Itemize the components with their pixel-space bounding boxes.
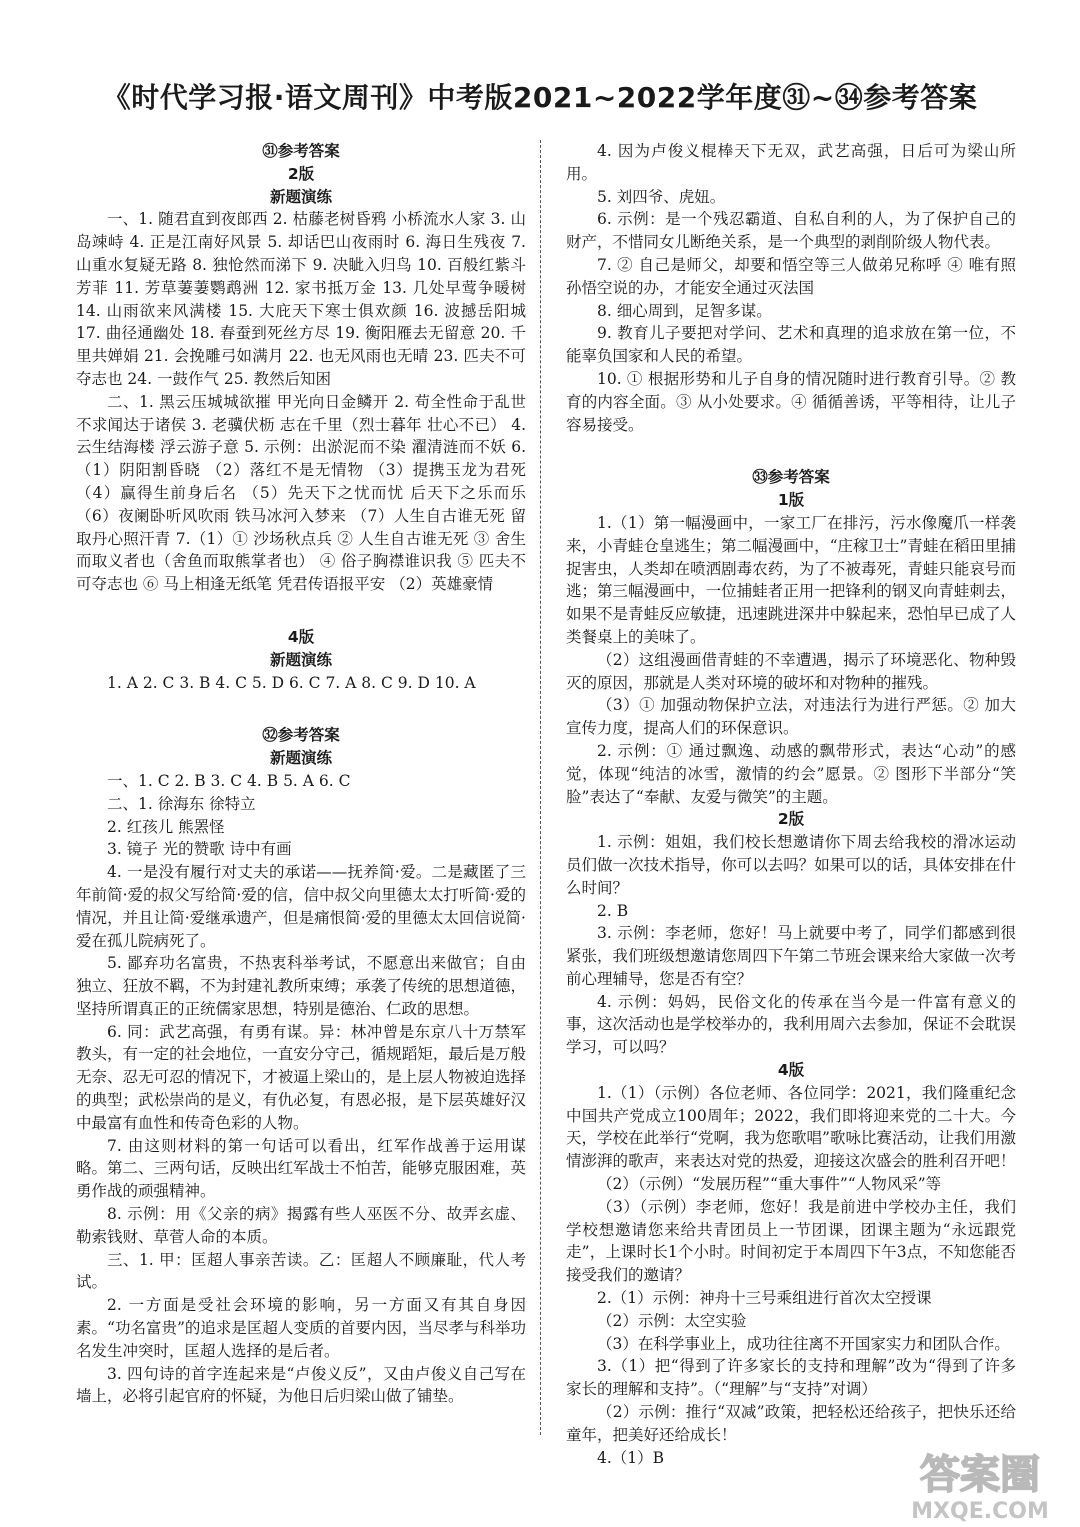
answer-paragraph: 7. ② 自己是师父，却要和悟空等三人做弟兄称呼 ④ 唯有照孙悟空说的办，才能安全通过灭法国 [566, 255, 1016, 297]
answer-paragraph: 二、1. 徐海东 徐特立 [107, 794, 256, 813]
answer-paragraph: 3. 四句诗的首字连起来是“卢俊义反”，又由卢俊义自己写在墙上，必将引起官府的怀疑，为他日后归梁山做了铺垫。 [76, 1364, 526, 1406]
answer-paragraph: 二、1. 黑云压城城欲摧 甲光向日金鳞开 2. 苟全性命于乱世 不求闻达于诸侯 3. 老骥伏枥 志在千里（烈士暮年 壮心不已） 4. 云生结海楼 浮云游子意 5. 示例：出淤泥而不染 濯清涟而不妖 6.（1）阴阳割昏晓 （2）落红不是无情物 （3）提携玉龙为君死 （4）赢得生前身后名 （5）先天下之忧而忧 后天下之乐而乐 （6）夜阑卧听风吹雨 铁马冰河入梦来 （7）人生自古谁无死 留取丹心照汗青 7.（1）① 沙场秋点兵 ② 人生自古谁无死 ③ 舍生而取义者也（舍鱼而取熊掌者也） ④ 俗子胸襟谁识我 ⑤ 匹夫不可夺志也 ⑥ 马上相逢无纸笔 凭君传语报平安 （2）英雄豪情 [76, 392, 526, 594]
answer-paragraph: 5. 刘四爷、虎妞。 [597, 187, 726, 206]
section-spacer [76, 596, 526, 626]
answer-paragraph: 7. 由这则材料的第一句话可以看出，红军作战善于运用谋略。第二、三两句话，反映出红军战士不怕苦，能够克服困难，英勇作战的顽强精神。 [76, 1136, 526, 1201]
answer-paragraph: 三、1. 甲：匡超人事亲苦读。乙：匡超人不顾廉耻，代人考试。 [76, 1250, 526, 1292]
section-heading: 1版 [777, 491, 805, 510]
answer-paragraph: 4.（1）B [597, 1448, 665, 1467]
answer-paragraph: 6. 示例：是一个残忍霸道、自私自利的人，为了保护自己的财产，不惜同女儿断绝关系，是一个典型的剥削阶级人物代表。 [566, 210, 1016, 252]
answer-paragraph: 8. 细心周到，足智多谋。 [597, 301, 772, 320]
answer-paragraph: 8. 示例：用《父亲的病》揭露有些人巫医不分、故弄玄虚、勒索钱财、草菅人命的本质。 [76, 1205, 526, 1246]
answer-paragraph: 4. 一是没有履行对丈夫的承诺——抚养简·爱。二是藏匿了三年前简·爱的叔父写给简·爱的信，信中叔父向里德太太打听简·爱的情况，并且让简·爱继承遗产，但是痛恨简·爱的里德太太回信说简·爱在孤儿院病死了。 [76, 863, 526, 950]
section-heading: 新题演练 [269, 187, 332, 206]
watermark-logo [890, 1440, 1070, 1524]
answer-paragraph: 1.（1）（示例）各位老师、各位同学：2021，我们隆重纪念中国共产党成立100周年；2022，我们即将迎来党的二十大。今天，学校在此举行“党啊，我为您歌唱”歌咏比赛活动，让我们用激情澎湃的歌声，来表达对党的热爱，迎接这次盛会的胜利召开吧！ [566, 1083, 1016, 1171]
page-title: 《时代学习报·语文周刊》中考版2021~2022学年度㉛~㉞参考答案 [102, 81, 978, 114]
right-column [566, 140, 1016, 1469]
section-heading: 新题演练 [269, 749, 332, 768]
answer-paragraph: 3. 镜子 光的赞歌 诗中有画 [107, 840, 292, 859]
section-heading: 4版 [777, 1061, 805, 1080]
answer-paragraph: 1. 示例：姐姐，我们校长想邀请你下周去给我校的滑冰运动员们做一次技术指导，你可以去吗？如果可以的话，具体安排在什么时间？ [566, 833, 1016, 897]
answer-paragraph: 2. 一方面是受社会环境的影响，另一方面又有其自身因素。“功名富贵”的追求是匡超人变质的首要内因，当尽孝与科举功名发生冲突时，匡超人选择的是后者。 [76, 1296, 526, 1360]
answer-paragraph: 2.（1）示例：神舟十三号乘组进行首次太空授课 [597, 1289, 932, 1308]
section-heading: ㉜参考答案 [262, 726, 340, 745]
answer-paragraph: 3. 示例：李老师，您好！马上就要中考了，同学们都感到很紧张，我们班级想邀请您周四下午第二节班会课来给大家做一次考前心理辅导，您是否有空？ [566, 924, 1016, 988]
answer-paragraph: （3）① 加强动物保护立法，对违法行为进行严惩。② 加大宣传力度，提高人们的环保意识。 [566, 696, 1016, 738]
answer-paragraph: 2. 红孩儿 熊罴怪 [107, 817, 225, 836]
answer-paragraph: 4. 示例：妈妈，民俗文化的传承在当今是一件富有意义的事，这次活动也是学校举办的，我利用周六去参加，保证不会耽误学习，可以吗？ [566, 992, 1016, 1057]
answer-paragraph: 5. 鄙弃功名富贵，不热衷科举考试，不愿意出来做官；自由独立、狂放不羁，不为封建礼教所束缚；承袭了传统的思想道德，坚持所谓真正的正统儒家思想，特别是德治、仁政的思想。 [76, 954, 526, 1018]
answer-paragraph: （2）（示例）“发展历程”“重大事件”“人物风采”等 [597, 1175, 942, 1194]
section-heading: ㉛参考答案 [262, 142, 340, 160]
watermark-site-text: MXQE.COM [911, 1499, 1049, 1524]
section-spacer [566, 436, 1016, 466]
section-heading: 2版 [777, 810, 805, 829]
answer-paragraph: 6. 同：武艺高强，有勇有谋。异：林冲曾是东京八十万禁军教头，有一定的社会地位，一直安分守己，循规蹈矩，最后是万般无奈、忍无可忍的情况下，才被逼上梁山的，是上层人物被迫选择的典型；武松崇尚的是义，有仇必复，有恩必报，是下层英雄好汉中最富有血性和传奇色彩的人物。 [76, 1022, 526, 1132]
section-spacer [76, 694, 526, 724]
answer-paragraph: 1. A 2. C 3. B 4. C 5. D 6. C 7. A 8. C 9. D 10. A [107, 673, 476, 692]
section-heading: ㉝参考答案 [752, 468, 830, 487]
answer-paragraph: 一、1. C 2. B 3. C 4. B 5. A 6. C [107, 771, 351, 790]
answer-paragraph: （2）这组漫画借青蛙的不幸遭遇，揭示了环境恶化、物种毁灭的原因，那就是人类对环境的破坏和对物种的摧残。 [566, 650, 1016, 692]
answer-paragraph: 9. 教育儿子要把对学问、艺术和真理的追求放在第一位，不能辜负国家和人民的希望。 [566, 324, 1016, 366]
answer-paragraph: 4. 因为卢俊义棍棒天下无双，武艺高强，日后可为梁山所用。 [566, 142, 1016, 183]
left-column [76, 140, 526, 1408]
answer-paragraph: （3）在科学事业上，成功往往离不开国家实力和团队合作。 [597, 1334, 1010, 1353]
answer-paragraph: 10. ① 根据形势和儿子自身的情况随时进行教育引导。② 教育的内容全面。③ 从小处要求。④ 循循善诱，平等相待，让儿子容易接受。 [566, 369, 1016, 434]
answer-paragraph: 3.（1）把“得到了许多家长的支持和理解”改为“得到了许多家长的理解和支持”。（“理解”与“支持”对调） [566, 1357, 1016, 1399]
watermark-brand-text: 答案圈 [920, 1452, 1040, 1498]
answer-paragraph: 2. 示例：① 通过飘逸、动感的飘带形式，表达“心动”的感觉，体现“纯洁的冰雪，激情的约会”愿景。② 图形下半部分“笑脸”表达了“奉献、友爱与微笑”的主题。 [566, 741, 1016, 806]
section-heading: 新题演练 [269, 650, 332, 669]
column-divider [540, 140, 541, 1435]
answer-paragraph: （2）示例：推行“双减”政策，把轻松还给孩子，把快乐还给童年，把美好还给成长！ [566, 1403, 1016, 1444]
answer-paragraph: 2. B [597, 901, 629, 920]
answer-paragraph: （2）示例：太空实验 [597, 1311, 747, 1330]
answer-paragraph: 1.（1）第一幅漫画中，一家工厂在排污，污水像魔爪一样袭来，小青蛙仓皇逃生；第二幅漫画中，“庄稼卫士”青蛙在稻田里捕捉害虫，人类却在喷洒剧毒农药，为了不被毒死，青蛙只能哀号而逃；第三幅漫画中，一位捕蛙者正用一把锋利的钢叉向青蛙刺去，如果不是青蛙反应敏捷，迅速跳进深井中躲起来，恐怕早已成了人类餐桌上的美味了。 [566, 513, 1016, 646]
section-heading: 4版 [287, 627, 315, 646]
answer-paragraph: （3）（示例）李老师，您好！我是前进中学校办主任，我们学校想邀请您来给共青团员上一节团课，团课主题为“永远跟党走”，上课时长1个小时。时间初定于本周四下午3点，不知您能否接受我们的邀请？ [566, 1197, 1016, 1285]
section-heading: 2版 [287, 164, 315, 183]
answer-paragraph: 一、1. 随君直到夜郎西 2. 枯藤老树昏鸦 小桥流水人家 3. 山岛竦峙 4. 正是江南好风景 5. 却话巴山夜雨时 6. 海日生残夜 7. 山重水复疑无路 8. 独怆然而涕下 9. 决眦入归鸟 10. 百般红紫斗芳菲 11. 芳草萋萋鹦鹉洲 12. 家书抵万金 13. 几处早莺争暖树 14. 山雨欲来风满楼 15. 大庇天下寒士俱欢颜 16. 波撼岳阳城 17. 曲径通幽处 18. 春蚕到死丝方尽 19. 衡阳雁去无留意 20. 千里共婵娟 21. 会挽雕弓如满月 22. 也无风雨也无晴 23. 匹夫不可夺志也 24. 一鼓作气 25. 教然后知困 [76, 210, 526, 388]
